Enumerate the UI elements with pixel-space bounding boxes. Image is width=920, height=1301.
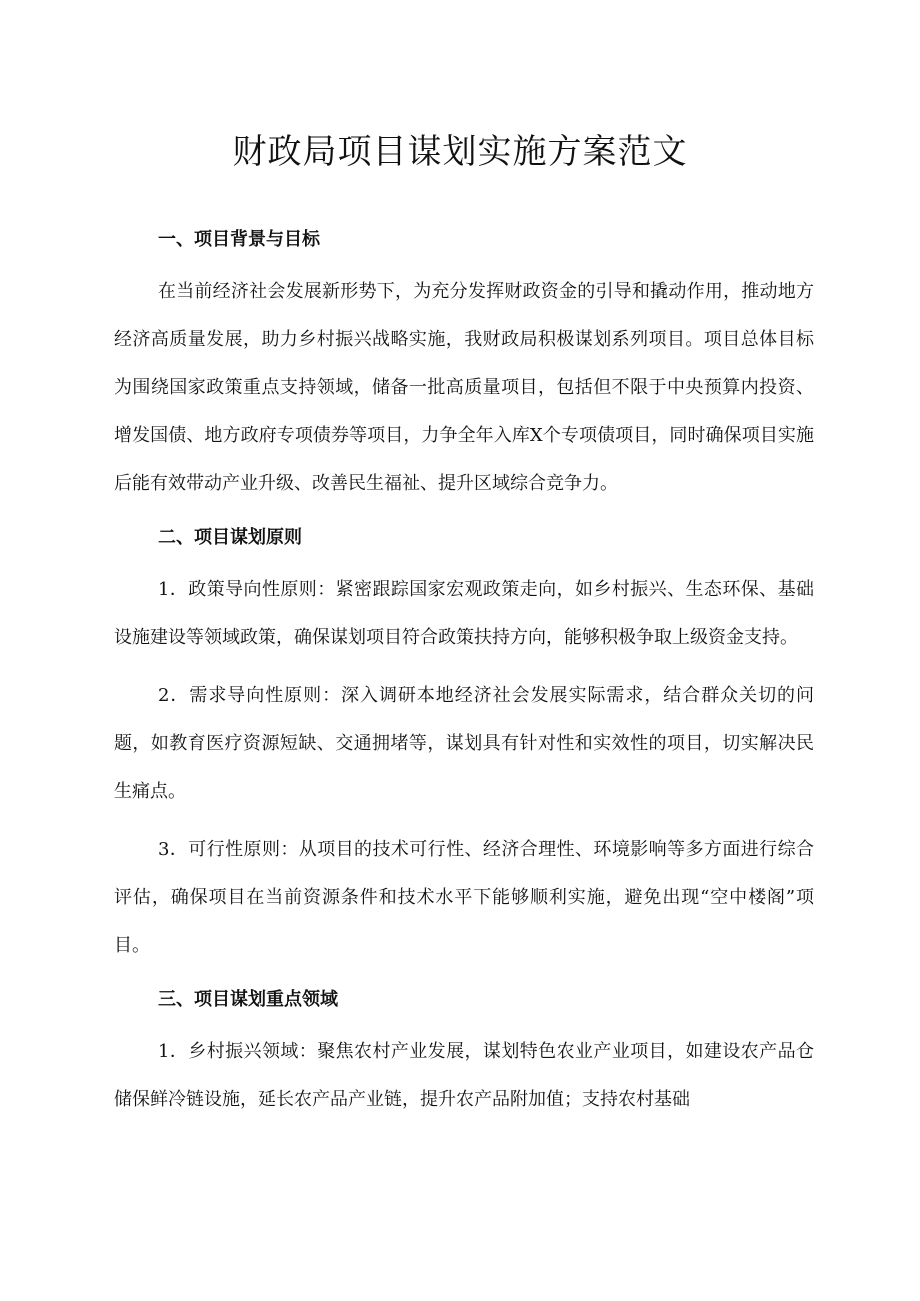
paragraph-demand-principle: 2．需求导向性原则：深入调研本地经济社会发展实际需求，结合群众关切的问题，如教育医疗资源短缺、交通拥堵等，谋划具有针对性和实效性的项目，切实解决民生痛点。 [114,685,814,802]
section-heading-principles: 二、项目谋划原则 [158,527,302,548]
paragraph-background-goal: 在当前经济社会发展新形势下，为充分发挥财政资金的引导和撬动作用，推动地方经济高质量发展，助力乡村振兴战略实施，我财政局积极谋划系列项目。项目总体目标为围绕国家政策重点支持领域，储备一批高质量项目，包括但不限于中央预算内投资、增发国债、地方政府专项债券等项目，力争全年入库X个专项债项目，同时确保项目实施后能有效带动产业升级、改善民生福祉、提升区域综合竞争力。 [114,281,814,494]
section-heading-key-areas: 三、项目谋划重点领域 [158,989,338,1010]
paragraph-feasibility-principle: 3．可行性原则：从项目的技术可行性、经济合理性、环境影响等多方面进行综合评估，确保项目在当前资源条件和技术水平下能够顺利实施，避免出现“空中楼阁”项目。 [114,839,814,956]
paragraph-rural-revitalization: 1．乡村振兴领域：聚焦农村产业发展，谋划特色农业产业项目，如建设农产品仓储保鲜冷链设施，延长农产品产业链，提升农产品附加值；支持农村基础 [114,1041,814,1110]
document-body [114,220,814,1124]
paragraph-policy-principle: 1．政策导向性原则：紧密跟踪国家宏观政策走向，如乡村振兴、生态环保、基础设施建设等领域政策，确保谋划项目符合政策扶持方向，能够积极争取上级资金支持。 [114,579,814,648]
document-title: 财政局项目谋划实施方案范文 [232,132,688,172]
section-heading-background: 一、项目背景与目标 [158,229,320,250]
